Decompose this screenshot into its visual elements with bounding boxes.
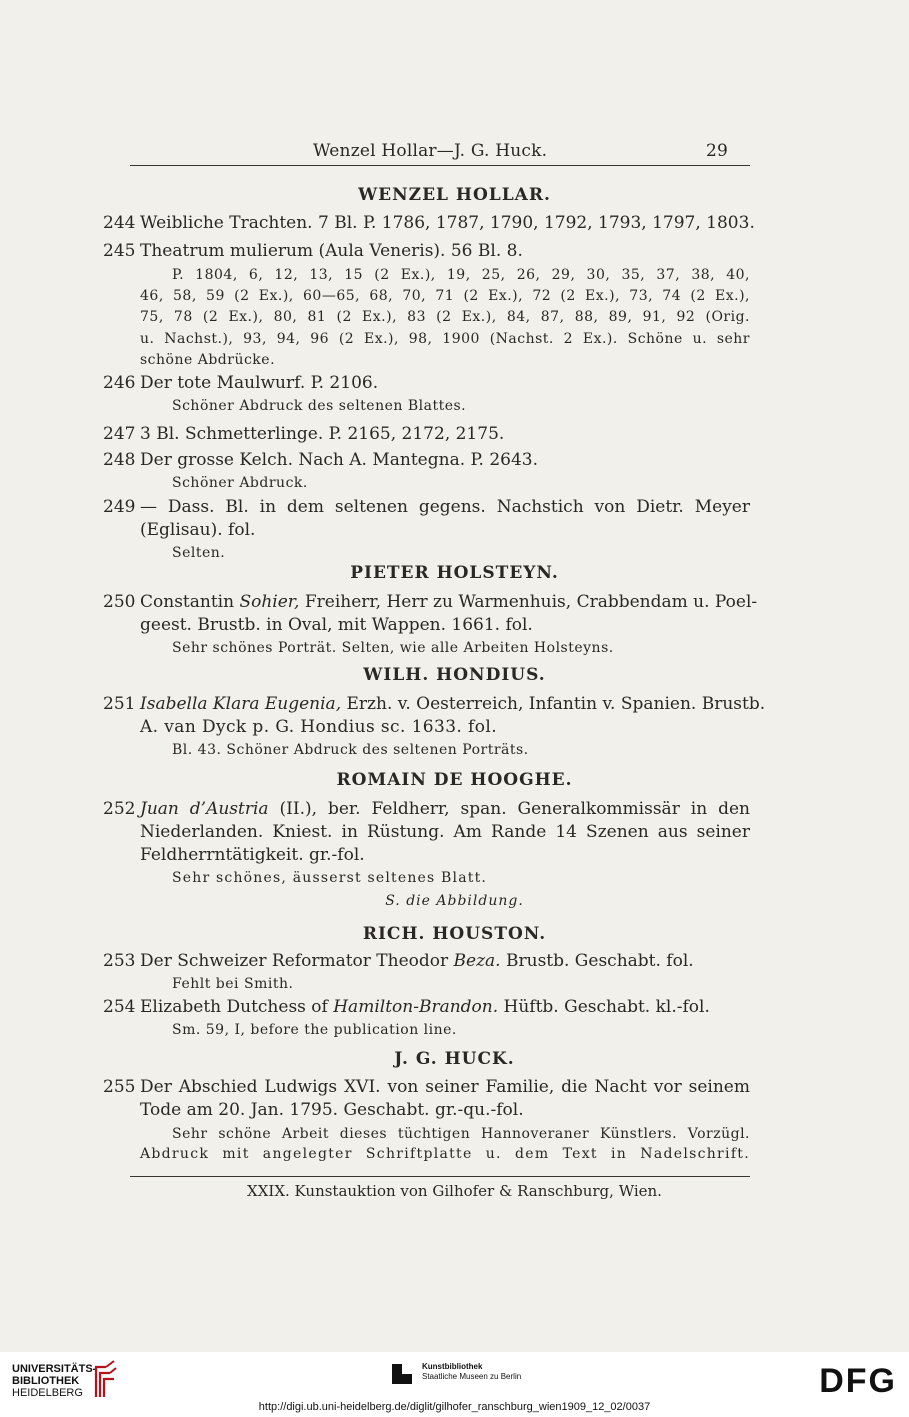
ub-logo-line-3: HEIDELBERG	[12, 1387, 83, 1399]
entry-255-line-2: Tode am 20. Jan. 1795. Geschabt. gr.-qu.-fol.	[140, 1100, 524, 1120]
kunstbibliothek-logo-icon	[388, 1360, 416, 1388]
entry-number-244: 244	[103, 213, 136, 233]
section-heading-huck: J. G. HUCK.	[394, 1049, 515, 1069]
entry-245-note-1: P. 1804, 6, 12, 13, 15 (2 Ex.), 19, 25, 26, 29, 30, 35, 37, 38, 40,	[172, 267, 750, 283]
entry-254-note-1: Sm. 59, I, before the publication line.	[172, 1022, 457, 1038]
dfg-logo[interactable]: DFG	[819, 1362, 897, 1400]
entry-245-note-4: u. Nachst.), 93, 94, 96 (2 Ex.), 98, 1900 (Nachst. 2 Ex.). Schöne u. sehr	[140, 331, 750, 347]
entry-255-line-1: Der Abschied Ludwigs XVI. von seiner Familie, die Nacht vor seinem	[140, 1077, 750, 1097]
ub-logo-line-1: UNIVERSITÄTS-	[12, 1363, 97, 1375]
ub-heidelberg-logo-text[interactable]	[12, 1363, 96, 1399]
entry-249-line-2: (Eglisau). fol.	[140, 520, 256, 540]
entry-253-note-1: Fehlt bei Smith.	[172, 976, 294, 992]
section-heading-houston: RICH. HOUSTON.	[362, 924, 547, 944]
entry-250-line-2: geest. Brustb. in Oval, mit Wappen. 1661. fol.	[140, 615, 533, 635]
ub-logo-line-2: BIBLIOTHEK	[12, 1375, 80, 1387]
entry-245-note-2: 46, 58, 59 (2 Ex.), 60—65, 68, 70, 71 (2 Ex.), 72 (2 Ex.), 73, 74 (2 Ex.),	[140, 288, 750, 304]
entry-number-252: 252	[103, 799, 136, 819]
entry-244-line-1: Weibliche Trachten. 7 Bl. P. 1786, 1787, 1790, 1792, 1793, 1797, 1803.	[140, 213, 755, 233]
entry-252-illustration-ref: S. die Abbildung.	[385, 893, 524, 909]
entry-250-note-1: Sehr schönes Porträt. Selten, wie alle Arbeiten Holsteyns.	[172, 640, 614, 656]
footer-imprint: XXIX. Kunstauktion von Gilhofer & Ranschburg, Wien.	[247, 1182, 662, 1200]
entry-248-line-1: Der grosse Kelch. Nach A. Mantegna. P. 2643.	[140, 450, 538, 470]
entry-251-text-b: Erzh. v. Oesterreich, Infantin v. Spanien. Brustb.	[341, 694, 766, 714]
entry-250-text-b: Freiherr, Herr zu Warmenhuis, Crabbendam u. Poel-	[299, 592, 758, 612]
entry-number-248: 248	[103, 450, 136, 470]
entry-252-note-1: Sehr schönes, äusserst seltenes Blatt.	[172, 870, 488, 886]
ub-heidelberg-emblem-icon	[92, 1359, 118, 1399]
entry-253-text-b: Brustb. Geschabt. fol.	[500, 951, 694, 971]
entry-250-text-a: Constantin	[140, 592, 240, 612]
entry-254-text-a: Elizabeth Dutchess of	[140, 997, 334, 1017]
entry-245-note-3: 75, 78 (2 Ex.), 80, 81 (2 Ex.), 83 (2 Ex.), 84, 87, 88, 89, 91, 92 (Orig.	[140, 309, 750, 325]
entry-252-name-italic: Juan d’Austria	[140, 799, 269, 819]
section-heading-holsteyn: PIETER HOLSTEYN.	[350, 563, 559, 583]
entry-255-note-1: Sehr schöne Arbeit dieses tüchtigen Hannoveraner Künstlers. Vorzügl.	[172, 1126, 750, 1142]
entry-249-note-1: Selten.	[172, 545, 226, 561]
footer-rule	[130, 1176, 750, 1177]
entry-number-250: 250	[103, 592, 136, 612]
section-heading-hooghe: ROMAIN DE HOOGHE.	[336, 770, 573, 790]
entry-246-line-1: Der tote Maulwurf. P. 2106.	[140, 373, 379, 393]
entry-number-255: 255	[103, 1077, 136, 1097]
entry-number-245: 245	[103, 241, 136, 261]
entry-250-line-1	[140, 592, 758, 612]
entry-number-247: 247	[103, 424, 136, 444]
entry-246-note-1: Schöner Abdruck des seltenen Blattes.	[172, 398, 467, 414]
kb-line-2: Staatliche Museen zu Berlin	[422, 1372, 522, 1381]
entry-252-line-1	[140, 799, 750, 819]
entry-251-name-italic: Isabella Klara Eugenia,	[140, 694, 342, 714]
entry-247-line-1: 3 Bl. Schmetterlinge. P. 2165, 2172, 2175.	[140, 424, 505, 444]
entry-251-line-2: A. van Dyck p. G. Hondius sc. 1633. fol.	[140, 717, 498, 737]
entry-250-name-italic: Sohier,	[239, 592, 300, 612]
entry-253-name-italic: Beza.	[453, 951, 501, 971]
section-heading-hollar: WENZEL HOLLAR.	[358, 185, 551, 205]
entry-254-text-b: Hüftb. Geschabt. kl.-fol.	[498, 997, 710, 1017]
entry-number-249: 249	[103, 497, 136, 517]
entry-254-name-italic: Hamilton-Brandon.	[333, 997, 499, 1017]
entry-number-246: 246	[103, 373, 136, 393]
entry-248-note-1: Schöner Abdruck.	[172, 475, 308, 491]
header-rule	[130, 165, 750, 166]
running-header-title: Wenzel Hollar—J. G. Huck.	[313, 141, 548, 161]
entry-252-line-2: Niederlanden. Kniest. in Rüstung. Am Rande 14 Szenen aus seiner	[140, 822, 750, 842]
permalink-url[interactable]: http://digi.ub.uni-heidelberg.de/diglit/gilhofer_ranschburg_wien1909_12_02/0037	[258, 1401, 651, 1413]
entry-249-line-1: — Dass. Bl. in dem seltenen gegens. Nachstich von Dietr. Meyer	[140, 497, 750, 517]
page-number: 29	[706, 141, 729, 161]
entry-252-text-b: (II.), ber. Feldherr, span. Generalkommissär in den	[268, 799, 750, 819]
entry-253-line-1	[140, 951, 694, 971]
entry-252-line-3: Feldherrntätigkeit. gr.-fol.	[140, 845, 365, 865]
entry-253-text-a: Der Schweizer Reformator Theodor	[140, 951, 454, 971]
entry-251-line-1	[140, 694, 766, 714]
entry-number-251: 251	[103, 694, 136, 714]
entry-245-note-5: schöne Abdrücke.	[140, 352, 276, 368]
section-heading-hondius: WILH. HONDIUS.	[363, 665, 546, 685]
entry-245-line-1: Theatrum mulierum (Aula Veneris). 56 Bl. 8.	[140, 241, 523, 261]
entry-254-line-1	[140, 997, 710, 1017]
kb-line-1: Kunstbibliothek	[422, 1362, 483, 1371]
entry-255-note-2: Abdruck mit angelegter Schriftplatte u. dem Text in Nadelschrift.	[140, 1146, 750, 1162]
entry-251-note-1: Bl. 43. Schöner Abdruck des seltenen Porträts.	[172, 742, 529, 758]
entry-number-253: 253	[103, 951, 136, 971]
entry-number-254: 254	[103, 997, 136, 1017]
kunstbibliothek-logo-text[interactable]	[422, 1362, 521, 1382]
